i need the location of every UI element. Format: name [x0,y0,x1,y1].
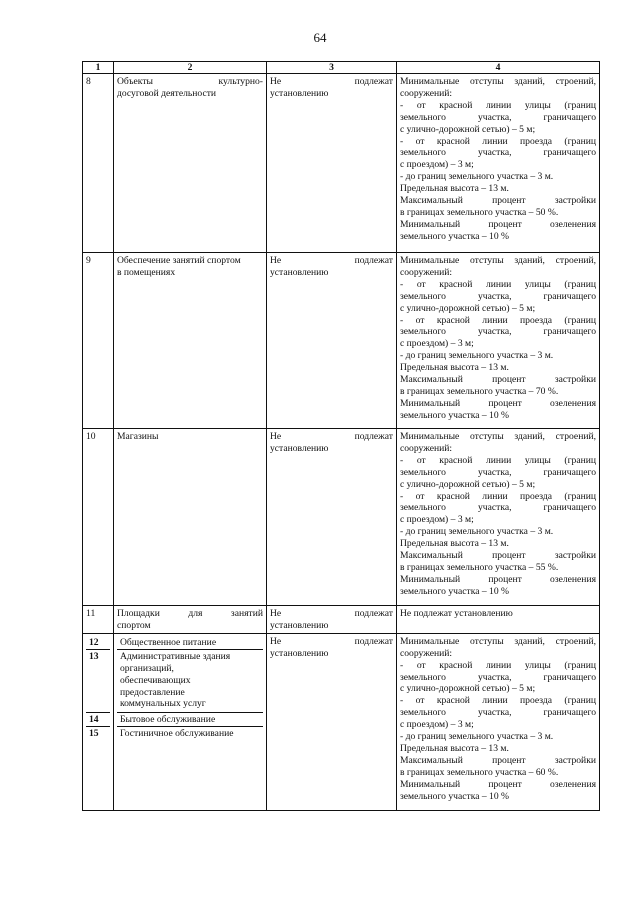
parameters-line: Минимальный процент озеленения [400,218,596,230]
parameters-line: - до границ земельного участка – 3 м. [400,526,554,538]
parameters-line: с улично-дорожной сетью) – 5 м; [400,478,536,490]
parameters-line: - от красной линии улицы (границ [400,659,596,671]
use-name-line: Обеспечение занятий спортом [117,255,241,266]
parameters-line: Не подлежат установлению [400,608,513,619]
parameters-line: Минимальные отступы зданий, строений, [400,635,596,647]
regulation-line: Не подлежат [270,431,393,442]
use-name-line: Магазины [117,431,159,442]
use-name-cell [114,74,267,253]
regulation-cell [267,429,397,606]
regulation-line: установлению [270,266,329,278]
table-body [83,74,600,811]
parameters-line: земельного участка – 10 % [400,790,510,802]
page-number: 64 [313,30,327,45]
regulation-line: установлению [270,442,329,454]
parameters-line: Минимальный процент озеленения [400,397,596,409]
parameters-line: с улично-дорожной сетью) – 5 м; [400,123,536,135]
parameters-line: - от красной линии проезда (границ [400,135,596,147]
parameters-line: земельного участка, граничащего [400,111,596,123]
parameters-line: - до границ земельного участка – 3 м. [400,171,554,183]
parameters-line: сооружений: [400,647,453,659]
parameters-line: земельного участка – 10 % [400,409,510,421]
header-col-1: 1 [83,62,114,74]
use-name-line: обеспечивающих [120,674,191,686]
regulation-cell [267,606,397,634]
use-name-line: в помещениях [117,266,176,278]
parameters-cell [397,606,600,634]
use-name-line: Общественное питание [120,636,217,648]
parameters-line: - от красной линии улицы (границ [400,99,596,111]
parameters-line: Предельная высота – 13 м. [400,183,509,195]
table-header-row [83,62,600,74]
table-row [83,429,600,606]
parameters-line: Максимальный процент застройки [400,195,596,207]
zoning-rules-table [82,61,600,811]
use-name-line: Гостиничное обслуживание [120,727,234,739]
use-name-line: предоставление [120,686,185,698]
use-name-line: Объекты культурно- [117,76,263,87]
parameters-line: земельного участка, граничащего [400,466,596,478]
parameters-line: Минимальные отступы зданий, строений, [400,255,596,266]
parameters-cell [397,633,600,810]
parameters-line: Предельная высота – 13 м. [400,538,509,550]
parameters-line: в границах земельного участка – 55 %. [400,561,559,573]
regulation-line: Не подлежат [270,76,393,87]
regulation-line: Не подлежат [270,635,393,647]
parameters-line: земельного участка, граничащего [400,502,596,514]
row-number: 13 [86,650,110,713]
row-number: 15 [89,727,99,739]
use-name-cell [114,253,267,429]
parameters-line: Максимальный процент застройки [400,754,596,766]
regulation-line: Не подлежат [270,255,393,266]
use-name-cell [117,636,263,650]
parameters-line: Минимальный процент озеленения [400,778,596,790]
group-names-cell [114,633,267,810]
parameters-line: земельного участка – 10 % [400,585,510,597]
use-name-line: коммунальных услуг [120,698,206,710]
parameters-line: с проездом) – 3 м; [400,159,474,171]
parameters-line: сооружений: [400,87,453,99]
parameters-line: в границах земельного участка – 60 %. [400,766,559,778]
use-name-line: спортом [117,619,151,631]
use-name-cell [114,606,267,634]
parameters-line: с улично-дорожной сетью) – 5 м; [400,683,536,695]
use-name-line: досуговой деятельности [117,87,217,99]
parameters-line: с проездом) – 3 м; [400,514,474,526]
header-col-2: 2 [114,62,267,74]
parameters-line: Минимальные отступы зданий, строений, [400,76,596,87]
parameters-line: с проездом) – 3 м; [400,338,474,350]
parameters-line: - до границ земельного участка – 3 м. [400,731,554,743]
use-name-line: Бытовое обслуживание [120,713,216,725]
parameters-line: сооружений: [400,442,453,454]
parameters-line: земельного участка, граничащего [400,326,596,338]
row-number: 12 [86,636,110,650]
parameters-line: - от красной линии проезда (границ [400,314,596,326]
parameters-line: в границах земельного участка – 50 %. [400,206,559,218]
group-numbers-cell [83,633,114,810]
regulation-cell [267,74,397,253]
parameters-line: Предельная высота – 13 м. [400,742,509,754]
parameters-line: земельного участка – 10 % [400,230,510,242]
parameters-line: - до границ земельного участка – 3 м. [400,350,554,362]
parameters-line: с улично-дорожной сетью) – 5 м; [400,302,536,314]
parameters-line: - от красной линии улицы (границ [400,454,596,466]
parameters-cell [397,253,600,429]
row-number: 11 [83,606,114,634]
use-name-cell [117,713,263,727]
parameters-line: Предельная высота – 13 м. [400,362,509,374]
row-number: 10 [83,429,114,606]
row-number: 8 [83,74,114,253]
table-row-group [83,633,600,810]
use-name-cell [117,650,263,713]
parameters-line: земельного участка, граничащего [400,671,596,683]
table-row [83,253,600,429]
parameters-cell [397,74,600,253]
row-number: 14 [86,713,110,727]
row-number: 9 [83,253,114,429]
parameters-line: - от красной линии проезда (границ [400,490,596,502]
parameters-line: - от красной линии улицы (границ [400,278,596,290]
parameters-line: Максимальный процент застройки [400,550,596,562]
table-row [83,606,600,634]
regulation-line: установлению [270,647,329,659]
regulation-cell [267,633,397,810]
regulation-cell [267,253,397,429]
use-name-line: организаций, [120,662,174,674]
use-name-line: Административные здания [120,650,231,662]
parameters-line: с проездом) – 3 м; [400,719,474,731]
parameters-line: Максимальный процент застройки [400,374,596,386]
regulation-line: Не подлежат [270,608,393,619]
parameters-line: Минимальный процент озеленения [400,573,596,585]
parameters-line: в границах земельного участка – 70 %. [400,385,559,397]
use-name-cell [114,429,267,606]
parameters-line: земельного участка, граничащего [400,290,596,302]
parameters-line: земельного участка, граничащего [400,147,596,159]
parameters-cell [397,429,600,606]
header-col-3: 3 [267,62,397,74]
use-name-cell [117,727,263,809]
table-row [83,74,600,253]
use-name-line: Площадки для занятий [117,608,263,619]
parameters-line: Минимальные отступы зданий, строений, [400,431,596,442]
regulation-line: установлению [270,619,329,631]
header-col-4: 4 [397,62,600,74]
parameters-line: - от красной линии проезда (границ [400,695,596,707]
parameters-line: земельного участка, граничащего [400,707,596,719]
parameters-line: сооружений: [400,266,453,278]
regulation-line: установлению [270,87,329,99]
